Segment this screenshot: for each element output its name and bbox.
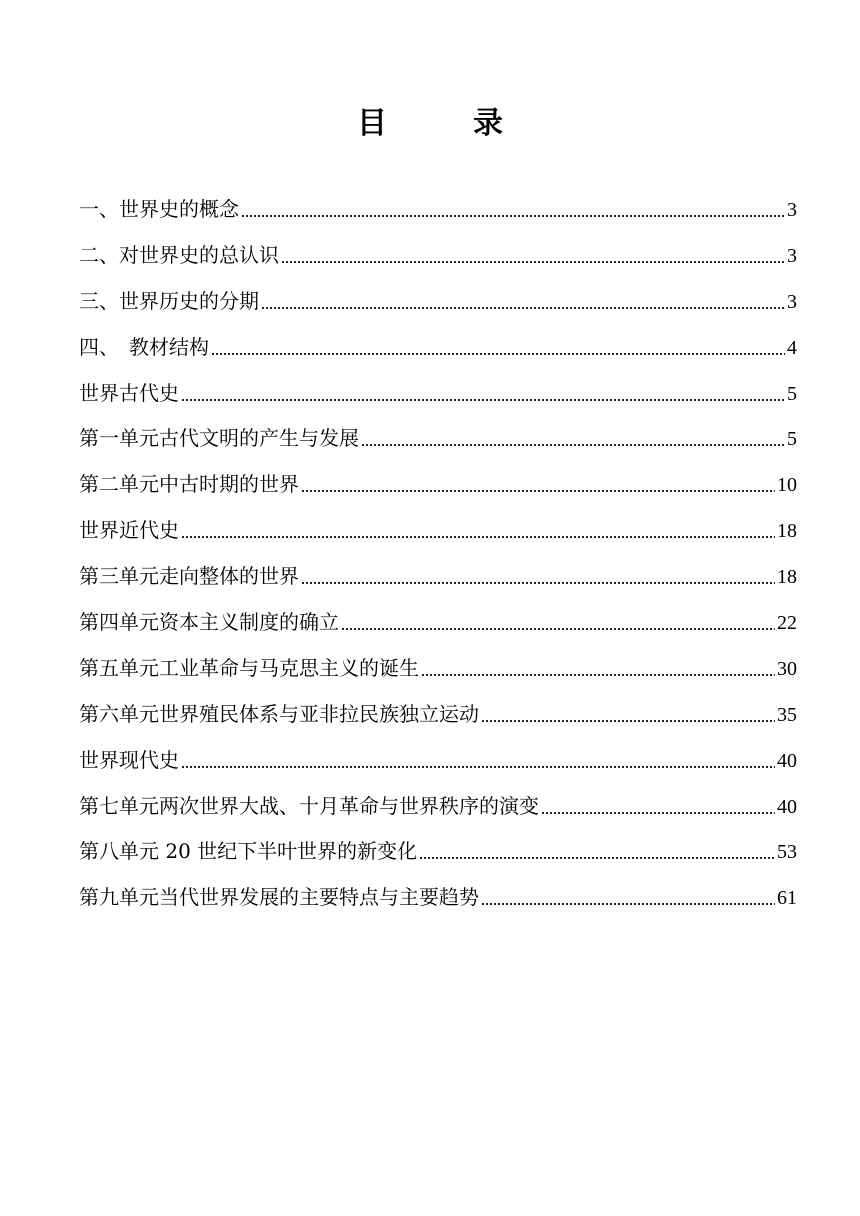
- dot-leader: [419, 840, 775, 860]
- toc-entry-page-number: 61: [777, 887, 797, 910]
- dot-leader: [181, 382, 785, 402]
- toc-entry[interactable]: [79, 279, 797, 325]
- toc-entry-label: 第三单元走向整体的世界: [79, 564, 299, 589]
- toc-entry[interactable]: [79, 233, 797, 279]
- toc-entry-page-number: 40: [777, 795, 797, 818]
- toc-entry-label: 四、 教材结构: [79, 334, 209, 359]
- toc-entry[interactable]: [79, 600, 797, 646]
- page-title: 目 录: [357, 106, 531, 141]
- toc-entry[interactable]: [79, 738, 797, 784]
- toc-entry-label: 第七单元两次世界大战、十月革命与世界秩序的演变: [79, 793, 539, 818]
- dot-leader: [241, 198, 785, 218]
- toc-entry-label: 第八单元 20 世纪下半叶世界的新变化: [79, 839, 418, 864]
- toc-entry[interactable]: [79, 187, 797, 233]
- toc-entry[interactable]: [79, 646, 797, 692]
- toc-entry[interactable]: [79, 416, 797, 462]
- toc-entry-label: 第五单元工业革命与马克思主义的诞生: [79, 655, 419, 680]
- dot-leader: [261, 290, 785, 310]
- toc-entry-label: 第一单元古代文明的产生与发展: [79, 426, 359, 451]
- toc-entry-page-number: 10: [777, 474, 797, 497]
- toc-entry[interactable]: [79, 692, 797, 738]
- toc-entry-page-number: 53: [777, 841, 797, 864]
- toc-entry-label: 世界现代史: [79, 747, 179, 772]
- toc-entry-label: 一、世界史的概念: [79, 197, 239, 221]
- dot-leader: [421, 657, 775, 677]
- dot-leader: [301, 565, 775, 585]
- toc-entry-label: 世界古代史: [79, 380, 179, 405]
- toc-entry-page-number: 3: [787, 199, 797, 221]
- toc-entry-label: 第六单元世界殖民体系与亚非拉民族独立运动: [79, 701, 479, 726]
- toc-entry-label: 第二单元中古时期的世界: [79, 472, 299, 497]
- dot-leader: [281, 244, 785, 264]
- toc-entry[interactable]: [79, 371, 797, 417]
- toc-entry[interactable]: [79, 784, 797, 830]
- table-of-contents: [79, 187, 797, 921]
- dot-leader: [211, 336, 785, 356]
- dot-leader: [481, 886, 775, 906]
- toc-entry-page-number: 30: [777, 657, 797, 680]
- toc-entry[interactable]: [79, 829, 797, 875]
- toc-entry[interactable]: [79, 462, 797, 508]
- toc-entry-page-number: 18: [777, 566, 797, 589]
- toc-entry-page-number: 4: [787, 336, 797, 359]
- toc-entry[interactable]: [79, 325, 797, 371]
- toc-entry[interactable]: [79, 554, 797, 600]
- dot-leader: [181, 749, 775, 769]
- toc-entry-page-number: 18: [777, 520, 797, 543]
- toc-entry-page-number: 3: [787, 244, 797, 267]
- toc-entry-page-number: 35: [777, 703, 797, 726]
- toc-entry-page-number: 5: [787, 428, 797, 451]
- toc-entry-label: 第四单元资本主义制度的确立: [79, 610, 339, 635]
- toc-entry-page-number: 3: [787, 290, 797, 313]
- toc-entry-label: 二、对世界史的总认识: [79, 242, 279, 267]
- toc-entry-label: 三、世界历史的分期: [79, 288, 259, 313]
- dot-leader: [541, 795, 775, 815]
- dot-leader: [361, 427, 785, 447]
- dot-leader: [301, 473, 775, 493]
- toc-entry-page-number: 5: [787, 382, 797, 405]
- toc-entry[interactable]: [79, 508, 797, 554]
- toc-entry-page-number: 40: [777, 749, 797, 772]
- dot-leader: [481, 703, 775, 723]
- toc-entry-label: 第九单元当代世界发展的主要特点与主要趋势: [79, 885, 479, 910]
- dot-leader: [341, 611, 775, 631]
- dot-leader: [181, 519, 775, 539]
- toc-entry-page-number: 22: [777, 612, 797, 635]
- toc-entry[interactable]: [79, 875, 797, 921]
- toc-entry-label: 世界近代史: [79, 518, 179, 543]
